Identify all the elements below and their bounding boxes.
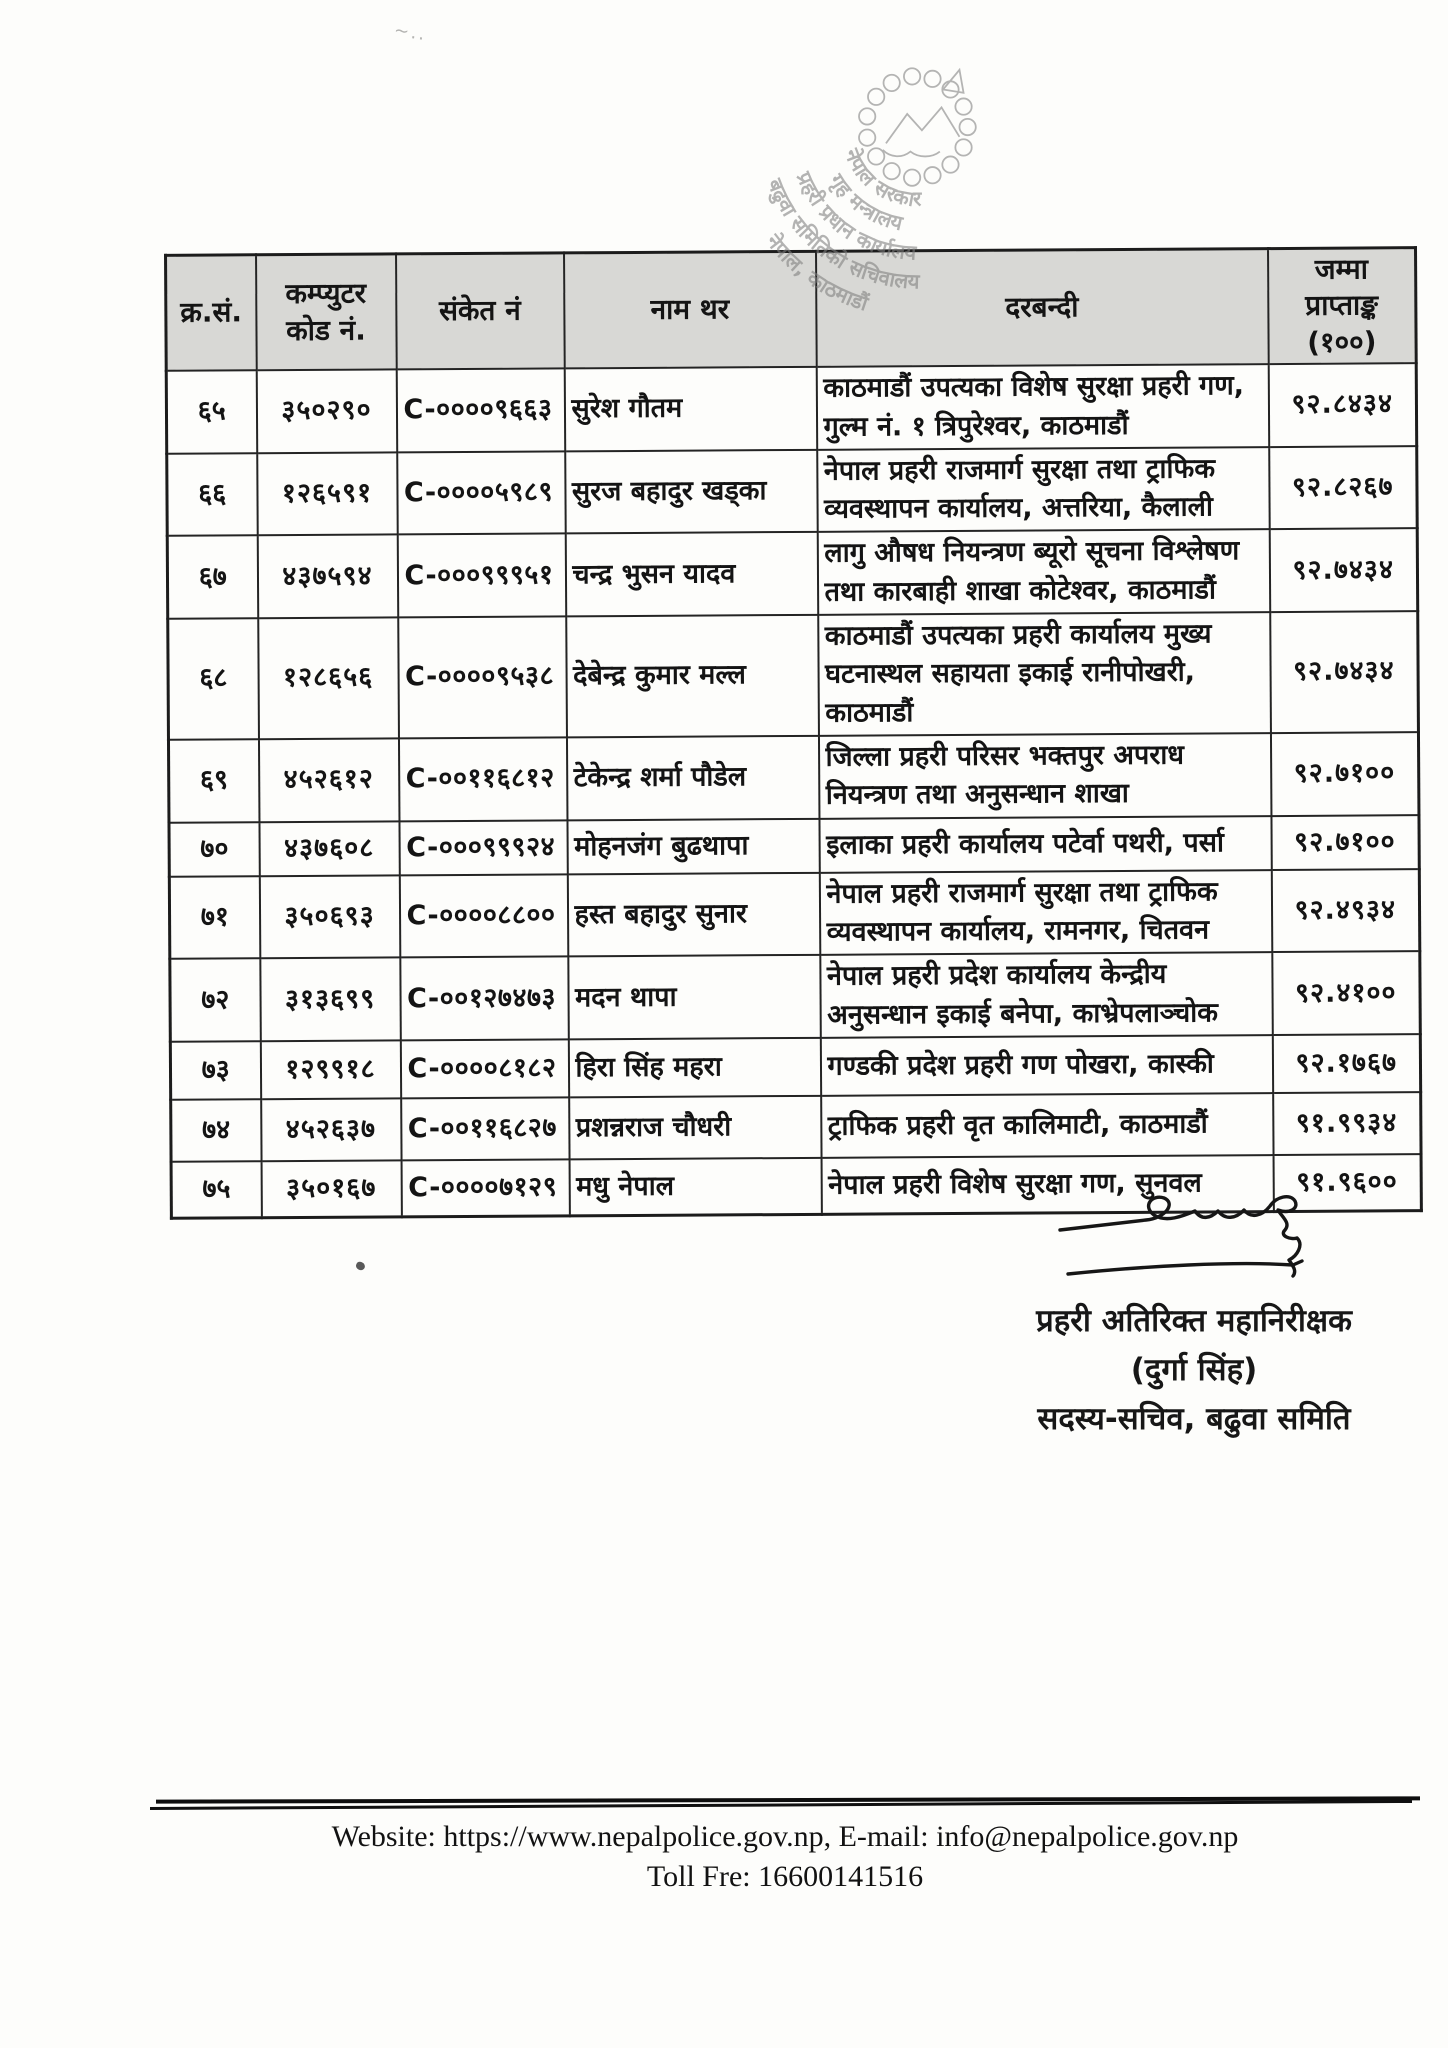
svg-text:गृह मन्त्रालय: [823, 169, 906, 236]
computer-code-cell: ४३७५९४: [257, 535, 398, 619]
col-header-name: नाम थर: [564, 251, 817, 368]
symbol-number-cell: C-०००९९९५१: [397, 534, 566, 618]
table-row: [168, 611, 1419, 740]
stamp-line-hq: प्रहरी प्रधान कार्यालय: [791, 168, 917, 265]
score-cell: ९२.४९३४: [1271, 869, 1420, 953]
table-row: [170, 1034, 1420, 1100]
name-cell: हस्त बहादुर सुनार: [567, 873, 820, 957]
promotion-roster-table: [164, 246, 1423, 1219]
posting-cell: नेपाल प्रहरी विशेष सुरक्षा गण, सुनवल: [821, 1155, 1273, 1214]
scan-smudge-artifact: ~..: [392, 19, 428, 46]
symbol-number-cell: C-००११६८२७: [401, 1097, 569, 1160]
score-cell: ९२.८४३४: [1268, 363, 1417, 447]
name-cell: मधु नेपाल: [569, 1158, 821, 1216]
name-cell: चन्द्र भुसन यादव: [565, 532, 818, 616]
computer-code-cell: १२६५९१: [257, 452, 398, 536]
col-header-symbol-number: संकेत नं: [396, 253, 565, 370]
flag-shape: [943, 70, 963, 93]
signatory-block: [1004, 1303, 1384, 1453]
symbol-number-cell: C-००११६८१२: [398, 737, 567, 821]
posting-cell: जिल्ला प्रहरी परिसर भक्तपुर अपराध नियन्त्रण तथा अनुसन्धान शाखा: [818, 733, 1270, 818]
signatory-title: प्रहरी अतिरिक्त महानिरीक्षक: [1036, 1303, 1352, 1339]
signatory-name: (दुर्गा सिंह): [1130, 1352, 1258, 1388]
posting-cell: नेपाल प्रहरी राजमार्ग सुरक्षा तथा ट्राफिक व्यवस्थापन कार्यालय, अत्तरिया, कैलाली: [817, 447, 1269, 532]
posting-cell: काठमाडौं उपत्यका विशेष सुरक्षा प्रहरी गण, गुल्म नं. १ त्रिपुरेश्वर, काठमाडौं: [816, 364, 1268, 449]
serial-cell: ७२: [170, 959, 261, 1042]
table-row: [170, 952, 1420, 1042]
score-cell: ९१.९६००: [1273, 1154, 1421, 1211]
computer-code-cell: ३५०६९३: [259, 875, 400, 959]
posting-cell: काठमाडौं उपत्यका प्रहरी कार्यालय मुख्य घटनास्थल सहायता इकाई रानीपोखरी, काठमाडौं: [818, 612, 1271, 736]
name-cell: हिरा सिंह महरा: [568, 1038, 820, 1098]
stamp-line-government: नेपाल सरकार: [839, 145, 922, 212]
table-row: [169, 869, 1419, 959]
mountain-lines: [886, 107, 960, 143]
serial-cell: ७५: [171, 1161, 261, 1218]
serial-cell: ६६: [167, 453, 258, 536]
computer-code-cell: ४५२६१२: [258, 739, 399, 823]
stamp-line-location: नेपाल, काठमाडौं: [761, 229, 872, 316]
symbol-number-cell: C-००१२७४७३: [400, 957, 569, 1041]
symbol-number-cell: C-००००७१२९: [401, 1159, 569, 1216]
signature-scribble: [1046, 1178, 1326, 1300]
posting-cell: नेपाल प्रहरी प्रदेश कार्यालय केन्द्रीय अनुसन्धान इकाई बनेपा, काभ्रेपलाञ्चोक: [820, 953, 1272, 1038]
posting-cell: ट्राफिक प्रहरी वृत कालिमाटी, काठमाडौं: [821, 1093, 1273, 1158]
col-header-total-score: जम्मा प्राप्ताङ्क (१००): [1268, 248, 1417, 365]
name-cell: मदन थापा: [568, 955, 821, 1039]
posting-cell: इलाका प्रहरी कार्यालय पटेर्वा पथरी, पर्सा: [819, 816, 1271, 873]
score-cell: ९२.७४३४: [1270, 611, 1419, 733]
name-cell: देबेन्द्र कुमार मल्ल: [566, 615, 819, 738]
name-cell: टेकेन्द्र शर्मा पौडेल: [566, 736, 819, 820]
serial-cell: ६७: [167, 536, 258, 619]
score-cell: ९२.८२६७: [1269, 446, 1418, 530]
posting-cell: गण्डकी प्रदेश प्रहरी गण पोखरा, कास्की: [820, 1035, 1272, 1096]
col-header-computer-code: कम्प्युटर कोड नं.: [256, 254, 397, 371]
ink-mark-artifact: [355, 1261, 366, 1272]
symbol-number-cell: C-०००९९९२४: [399, 820, 567, 875]
score-cell: ९२.४१००: [1272, 952, 1421, 1036]
serial-cell: ७१: [169, 876, 260, 959]
table-row: [169, 815, 1419, 877]
posting-cell: नेपाल प्रहरी राजमार्ग सुरक्षा तथा ट्राफिक व्यवस्थापन कार्यालय, रामनगर, चितवन: [819, 870, 1271, 955]
serial-cell: ६५: [166, 370, 257, 453]
col-header-serial: क्र.सं.: [166, 255, 257, 371]
table-header-row: [166, 248, 1417, 371]
svg-text:नेपाल सरकार: [840, 144, 923, 211]
serial-cell: ६९: [168, 739, 259, 822]
computer-code-cell: ३१३६९९: [260, 958, 401, 1042]
serial-cell: ६८: [168, 618, 259, 740]
symbol-number-cell: C-००००८८००: [399, 874, 568, 958]
serial-cell: ७३: [170, 1041, 260, 1100]
stamp-line-secretariat: बढुवा समितिको सचिवालय: [762, 175, 920, 294]
symbol-number-cell: C-००००८१८२: [400, 1039, 568, 1098]
signatory-role: सदस्य-सचिव, बढुवा समिति: [1037, 1401, 1351, 1437]
name-cell: सुरेश गौतम: [564, 367, 817, 451]
wave-lines: [883, 150, 940, 157]
table-row: [166, 363, 1416, 453]
computer-code-cell: ३५०१६७: [261, 1160, 401, 1217]
serial-cell: ७४: [171, 1099, 261, 1162]
footer-tollfree-line: Toll Fre: 16600141516: [646, 1860, 924, 1893]
computer-code-cell: ४३७६०८: [259, 821, 399, 876]
score-cell: ९२.७४३४: [1269, 529, 1418, 613]
computer-code-cell: ३५०२९०: [256, 370, 397, 454]
table-row: [171, 1092, 1421, 1162]
computer-code-cell: १२८६५६: [258, 618, 399, 740]
computer-code-cell: १२९९१८: [260, 1040, 400, 1099]
table-row: [167, 446, 1417, 536]
table-row: [167, 529, 1417, 619]
score-cell: ९२.१७६७: [1272, 1034, 1420, 1093]
name-cell: प्रशन्नराज चौधरी: [569, 1096, 821, 1160]
footer-website-line: Website: https://www.nepalpolice.gov.np, E-mail: info@nepalpolice.gov.np: [331, 1820, 1239, 1853]
nepal-emblem: [859, 68, 976, 186]
symbol-number-cell: C-००००५९८९: [397, 451, 566, 535]
name-cell: मोहनजंग बुढथापा: [567, 819, 819, 875]
posting-cell: लागु औषध नियन्त्रण ब्यूरो सूचना विश्लेषण तथा कारबाही शाखा कोटेश्वर, काठमाडौं: [817, 530, 1269, 615]
promotion-roster-table-wrap: [164, 246, 1422, 1219]
serial-cell: ७०: [169, 822, 259, 877]
stamp-line-ministry: गृह मन्त्रालय: [824, 169, 905, 236]
score-cell: ९२.७१००: [1270, 732, 1419, 816]
table-row: [168, 732, 1418, 822]
name-cell: सुरज बहादुर खड्का: [565, 450, 818, 534]
score-cell: ९१.९९३४: [1273, 1092, 1421, 1155]
score-cell: ९२.७१००: [1271, 815, 1419, 870]
computer-code-cell: ४५२६३७: [261, 1098, 401, 1161]
symbol-number-cell: C-००००९६६३: [396, 369, 565, 453]
symbol-number-cell: C-००००९५३८: [398, 617, 567, 739]
col-header-posting: दरबन्दी: [816, 249, 1269, 367]
